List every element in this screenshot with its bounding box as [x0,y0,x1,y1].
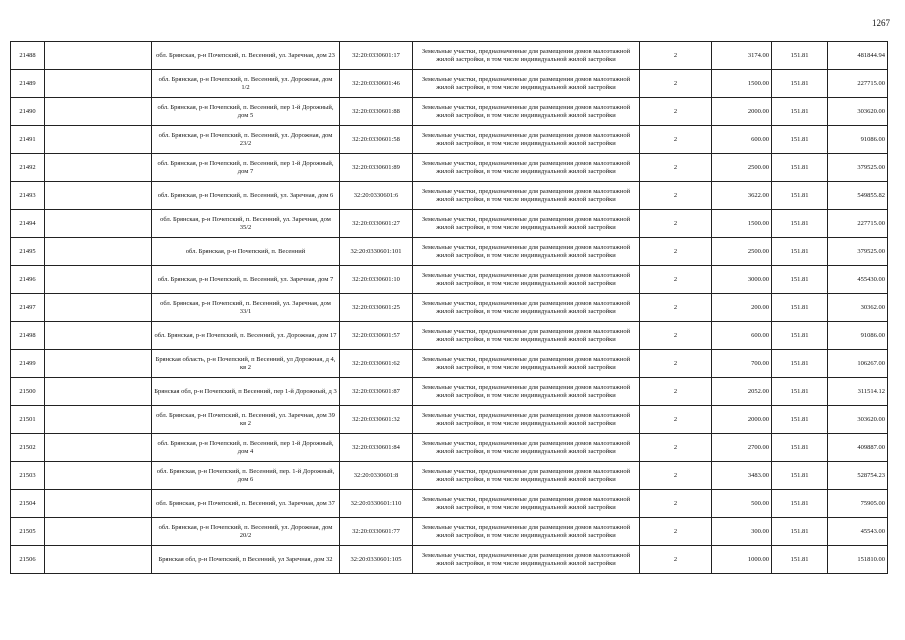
cadastral-number-cell: 32:20:0330601:87 [340,378,413,406]
row-number: 21500 [11,378,45,406]
blank-cell [45,490,152,518]
table-row [11,42,888,70]
cadastral-value-cell: 227715.00 [828,70,888,98]
table-row [11,70,888,98]
cadastral-number-cell: 32:20:0330601:62 [340,350,413,378]
row-number: 21491 [11,126,45,154]
category-cell: 2 [640,182,712,210]
land-use-cell: Земельные участки, предназначенные для размещения домов малоэтажной жилой застройки, в том числе индивидуальной жилой застройки [413,546,640,574]
land-use-cell: Земельные участки, предназначенные для размещения домов малоэтажной жилой застройки, в том числе индивидуальной жилой застройки [413,434,640,462]
blank-cell [45,462,152,490]
category-cell: 2 [640,378,712,406]
blank-cell [45,406,152,434]
land-use-cell: Земельные участки, предназначенные для размещения домов малоэтажной жилой застройки, в том числе индивидуальной жилой застройки [413,378,640,406]
blank-cell [45,126,152,154]
land-use-cell: Земельные участки, предназначенные для размещения домов малоэтажной жилой застройки, в том числе индивидуальной жилой застройки [413,70,640,98]
blank-cell [45,350,152,378]
cadastral-value-cell: 379525.00 [828,154,888,182]
category-cell: 2 [640,210,712,238]
rate-cell: 151.81 [772,490,828,518]
rate-cell: 151.81 [772,434,828,462]
rate-cell: 151.81 [772,182,828,210]
table-body [11,42,888,574]
cadastral-number-cell: 32:20:0330601:88 [340,98,413,126]
row-number: 21505 [11,518,45,546]
rate-cell: 151.81 [772,294,828,322]
cadastral-number-cell: 32:20:0330601:110 [340,490,413,518]
cadastral-value-cell: 303620.00 [828,98,888,126]
cadastral-value-cell: 45543.00 [828,518,888,546]
address-cell: обл. Брянская, р-н Почепский, п. Весенний, ул. Заречная, дом 7 [152,266,340,294]
table-row [11,238,888,266]
rate-cell: 151.81 [772,238,828,266]
cadastral-number-cell: 32:20:0330601:32 [340,406,413,434]
category-cell: 2 [640,350,712,378]
cadastral-value-cell: 455430.00 [828,266,888,294]
address-cell: обл. Брянская, р-н Почепский, п. Весенний, ул. Заречная, дом 6 [152,182,340,210]
row-number: 21497 [11,294,45,322]
area-cell: 3174.00 [712,42,772,70]
land-use-cell: Земельные участки, предназначенные для размещения домов малоэтажной жилой застройки, в том числе индивидуальной жилой застройки [413,126,640,154]
area-cell: 2500.00 [712,238,772,266]
address-cell: обл. Брянская, р-н Почепский, п. Весенний, ул. Дорожная, дом 20/2 [152,518,340,546]
cadastral-number-cell: 32:20:0330601:27 [340,210,413,238]
address-cell: Брянская обл, р-н Почепский, п Весенний, пер 1-й Дорожный, д 3 [152,378,340,406]
cadastral-value-cell: 528754.23 [828,462,888,490]
area-cell: 2700.00 [712,434,772,462]
area-cell: 1500.00 [712,210,772,238]
blank-cell [45,210,152,238]
address-cell: обл. Брянская, р-н Почепский, п. Весенний, ул. Заречная, дом 37 [152,490,340,518]
land-use-cell: Земельные участки, предназначенные для размещения домов малоэтажной жилой застройки, в том числе индивидуальной жилой застройки [413,406,640,434]
blank-cell [45,266,152,294]
address-cell: обл. Брянская, р-н Почепский, п. Весенний, пер 1-й Дорожный, дом 4 [152,434,340,462]
rate-cell: 151.81 [772,42,828,70]
cadastral-value-cell: 75905.00 [828,490,888,518]
address-cell: обл. Брянская, р-н Почепский, п. Весенний, ул. Заречная, дом 23 [152,42,340,70]
row-number: 21496 [11,266,45,294]
rate-cell: 151.81 [772,546,828,574]
category-cell: 2 [640,490,712,518]
rate-cell: 151.81 [772,70,828,98]
cadastral-value-cell: 379525.00 [828,238,888,266]
land-use-cell: Земельные участки, предназначенные для размещения домов малоэтажной жилой застройки, в том числе индивидуальной жилой застройки [413,462,640,490]
cadastral-value-cell: 106267.00 [828,350,888,378]
address-cell: обл. Брянская, р-н Почепский, п. Весенний, ул. Заречная, дом 39 кв 2 [152,406,340,434]
area-cell: 3622.00 [712,182,772,210]
area-cell: 3483.00 [712,462,772,490]
area-cell: 2000.00 [712,406,772,434]
rate-cell: 151.81 [772,462,828,490]
area-cell: 600.00 [712,322,772,350]
table-row [11,98,888,126]
cadastral-value-cell: 481844.94 [828,42,888,70]
cadastral-number-cell: 32:20:0330601:57 [340,322,413,350]
land-use-cell: Земельные участки, предназначенные для размещения домов малоэтажной жилой застройки, в том числе индивидуальной жилой застройки [413,154,640,182]
row-number: 21501 [11,406,45,434]
address-cell: обл. Брянская, р-н Почепский, п. Весенний, ул. Дорожная, дом 1/2 [152,70,340,98]
land-use-cell: Земельные участки, предназначенные для размещения домов малоэтажной жилой застройки, в том числе индивидуальной жилой застройки [413,294,640,322]
table-row [11,406,888,434]
cadastral-number-cell: 32:20:0330601:105 [340,546,413,574]
table-row [11,434,888,462]
land-use-cell: Земельные участки, предназначенные для размещения домов малоэтажной жилой застройки, в том числе индивидуальной жилой застройки [413,266,640,294]
category-cell: 2 [640,322,712,350]
land-use-cell: Земельные участки, предназначенные для размещения домов малоэтажной жилой застройки, в том числе индивидуальной жилой застройки [413,350,640,378]
cadastral-value-cell: 91086.00 [828,126,888,154]
rate-cell: 151.81 [772,378,828,406]
category-cell: 2 [640,462,712,490]
cadastral-number-cell: 32:20:0330601:46 [340,70,413,98]
cadastral-value-cell: 409887.00 [828,434,888,462]
cadastral-value-cell: 151810.00 [828,546,888,574]
cadastral-number-cell: 32:20:0330601:101 [340,238,413,266]
rate-cell: 151.81 [772,126,828,154]
category-cell: 2 [640,518,712,546]
area-cell: 600.00 [712,126,772,154]
blank-cell [45,70,152,98]
cadastral-value-cell: 30362.00 [828,294,888,322]
rate-cell: 151.81 [772,154,828,182]
cadastral-number-cell: 32:20:0330601:6 [340,182,413,210]
row-number: 21495 [11,238,45,266]
address-cell: обл. Брянская, р-н Почепский, п. Весенний, пер. 1-й Дорожный, дом 6 [152,462,340,490]
row-number: 21504 [11,490,45,518]
address-cell: обл. Брянская, р-н Почепский, п. Весенний, ул. Дорожная, дом 17 [152,322,340,350]
blank-cell [45,322,152,350]
row-number: 21494 [11,210,45,238]
cadastral-number-cell: 32:20:0330601:89 [340,154,413,182]
address-cell: обл. Брянская, р-н Почепский, п. Весенний, пер 1-й Дорожный, дом 7 [152,154,340,182]
land-use-cell: Земельные участки, предназначенные для размещения домов малоэтажной жилой застройки, в том числе индивидуальной жилой застройки [413,42,640,70]
blank-cell [45,518,152,546]
address-cell: обл. Брянская, р-н Почепский, п. Весенний, ул. Заречная, дом 33/1 [152,294,340,322]
row-number: 21498 [11,322,45,350]
category-cell: 2 [640,294,712,322]
land-use-cell: Земельные участки, предназначенные для размещения домов малоэтажной жилой застройки, в том числе индивидуальной жилой застройки [413,322,640,350]
area-cell: 2052.00 [712,378,772,406]
row-number: 21503 [11,462,45,490]
cadastral-number-cell: 32:20:0330601:25 [340,294,413,322]
table-row [11,546,888,574]
rate-cell: 151.81 [772,518,828,546]
row-number: 21499 [11,350,45,378]
address-cell: обл. Брянская, р-н Почепский, п. Весенний [152,238,340,266]
cadastral-number-cell: 32:20:0330601:10 [340,266,413,294]
blank-cell [45,434,152,462]
category-cell: 2 [640,266,712,294]
category-cell: 2 [640,154,712,182]
cadastral-value-cell: 549855.82 [828,182,888,210]
category-cell: 2 [640,238,712,266]
area-cell: 1500.00 [712,70,772,98]
table-row [11,322,888,350]
category-cell: 2 [640,70,712,98]
cadastral-value-cell: 303620.00 [828,406,888,434]
land-use-cell: Земельные участки, предназначенные для размещения домов малоэтажной жилой застройки, в том числе индивидуальной жилой застройки [413,182,640,210]
rate-cell: 151.81 [772,266,828,294]
address-cell: Брянская обл, р-н Почепский, п Весенний, ул Заречная, дом 32 [152,546,340,574]
cadastral-number-cell: 32:20:0330601:17 [340,42,413,70]
area-cell: 500.00 [712,490,772,518]
category-cell: 2 [640,42,712,70]
table-row [11,182,888,210]
land-use-cell: Земельные участки, предназначенные для размещения домов малоэтажной жилой застройки, в том числе индивидуальной жилой застройки [413,238,640,266]
cadastral-number-cell: 32:20:0330601:8 [340,462,413,490]
land-use-cell: Земельные участки, предназначенные для размещения домов малоэтажной жилой застройки, в том числе индивидуальной жилой застройки [413,210,640,238]
area-cell: 200.00 [712,294,772,322]
table-row [11,490,888,518]
table-row [11,294,888,322]
category-cell: 2 [640,406,712,434]
cadastral-number-cell: 32:20:0330601:84 [340,434,413,462]
table-row [11,350,888,378]
table-row [11,126,888,154]
address-cell: обл. Брянская, р-н Почепский, п. Весенний, ул. Заречная, дом 35/2 [152,210,340,238]
rate-cell: 151.81 [772,322,828,350]
area-cell: 300.00 [712,518,772,546]
cadastral-value-cell: 311514.12 [828,378,888,406]
cadastral-value-cell: 227715.00 [828,210,888,238]
land-use-cell: Земельные участки, предназначенные для размещения домов малоэтажной жилой застройки, в том числе индивидуальной жилой застройки [413,98,640,126]
blank-cell [45,42,152,70]
row-number: 21489 [11,70,45,98]
blank-cell [45,378,152,406]
table-row [11,462,888,490]
row-number: 21490 [11,98,45,126]
table-row [11,266,888,294]
cadastral-value-cell: 91086.00 [828,322,888,350]
blank-cell [45,182,152,210]
category-cell: 2 [640,126,712,154]
area-cell: 2000.00 [712,98,772,126]
category-cell: 2 [640,98,712,126]
area-cell: 700.00 [712,350,772,378]
table-row [11,518,888,546]
row-number: 21493 [11,182,45,210]
area-cell: 3000.00 [712,266,772,294]
category-cell: 2 [640,546,712,574]
blank-cell [45,546,152,574]
page-number: 1267 [872,18,890,28]
address-cell: Брянская область, р-н Почепский, п Весенний, ул Дорожная, д 4, кв 2 [152,350,340,378]
cadastral-number-cell: 32:20:0330601:77 [340,518,413,546]
rate-cell: 151.81 [772,98,828,126]
blank-cell [45,238,152,266]
rate-cell: 151.81 [772,350,828,378]
table-row [11,210,888,238]
land-use-cell: Земельные участки, предназначенные для размещения домов малоэтажной жилой застройки, в том числе индивидуальной жилой застройки [413,490,640,518]
row-number: 21502 [11,434,45,462]
blank-cell [45,98,152,126]
address-cell: обл. Брянская, р-н Почепский, п. Весенний, пер 1-й Дорожный, дом 5 [152,98,340,126]
blank-cell [45,294,152,322]
area-cell: 2500.00 [712,154,772,182]
address-cell: обл. Брянская, р-н Почепский, п. Весенний, ул. Дорожная, дом 23/2 [152,126,340,154]
row-number: 21488 [11,42,45,70]
land-use-cell: Земельные участки, предназначенные для размещения домов малоэтажной жилой застройки, в том числе индивидуальной жилой застройки [413,518,640,546]
table-row [11,154,888,182]
cadastral-number-cell: 32:20:0330601:58 [340,126,413,154]
blank-cell [45,154,152,182]
category-cell: 2 [640,434,712,462]
land-registry-table [10,41,888,574]
area-cell: 1000.00 [712,546,772,574]
rate-cell: 151.81 [772,210,828,238]
row-number: 21506 [11,546,45,574]
table-row [11,378,888,406]
row-number: 21492 [11,154,45,182]
rate-cell: 151.81 [772,406,828,434]
